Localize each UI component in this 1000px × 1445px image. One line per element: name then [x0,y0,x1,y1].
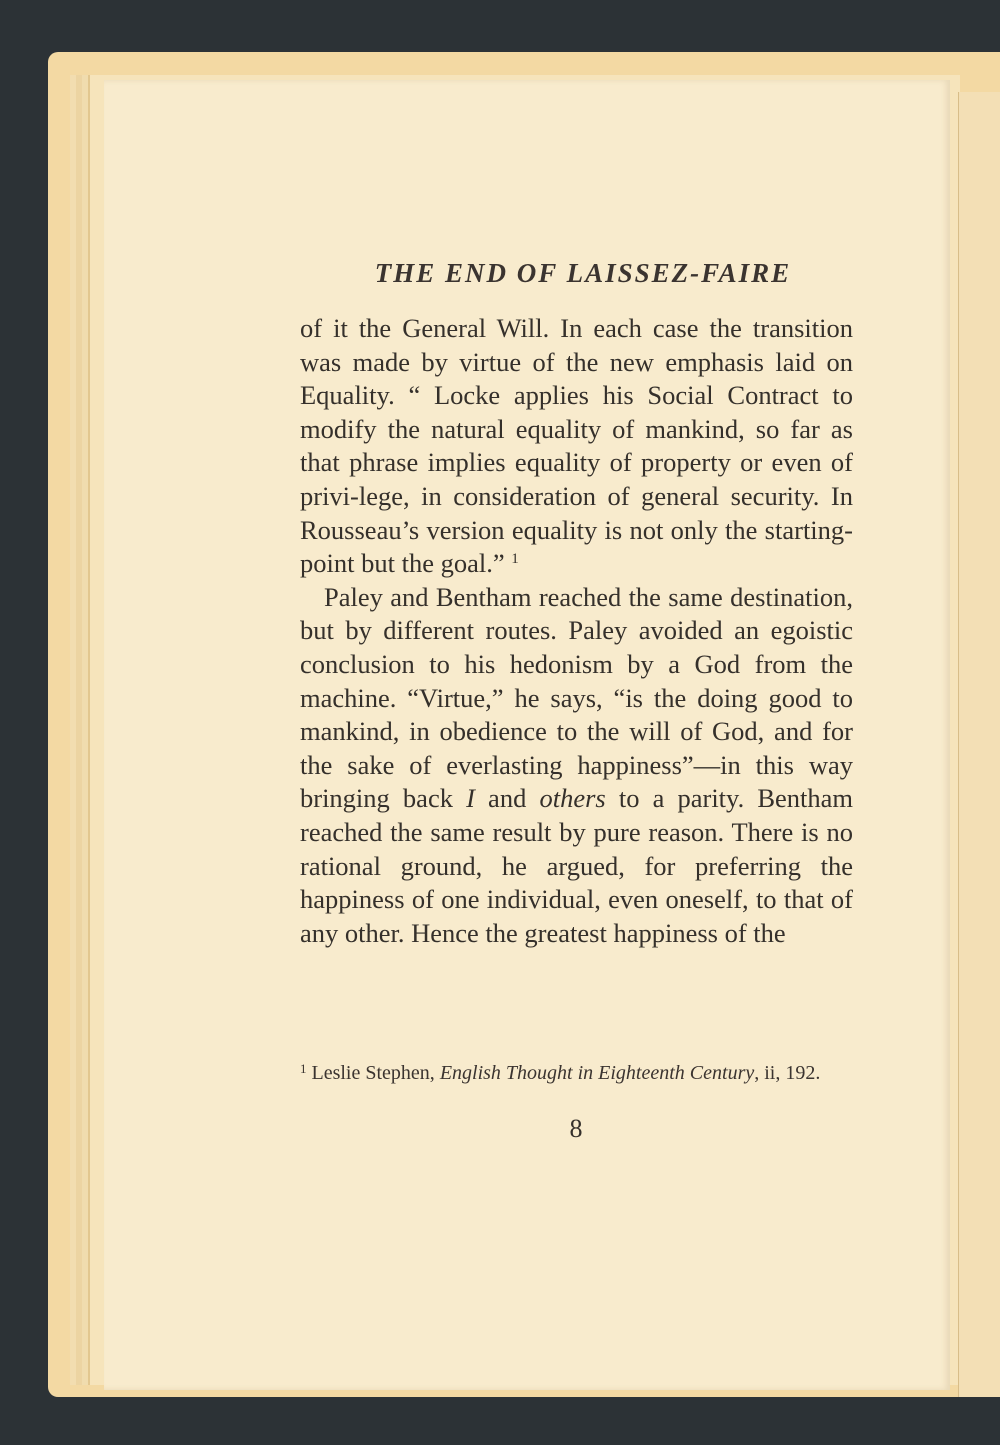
footnote-rest: , ii, 192. [754,1062,821,1084]
footnote-marker: 1 [511,551,519,568]
paragraph-1 [300,312,853,581]
italic-others: others [539,783,606,814]
paragraph-2 [300,581,853,951]
footnote-author: Leslie Stephen, [311,1062,435,1084]
paragraph-2-text-c: to a parity. Bentham reached the same result by pure reason. There is no rational ground, he argued, for preferring the happiness of one individual, even oneself, to that of any other. Hence the greatest happiness of the [300,783,853,948]
paragraph-2-text-a: Paley and Bentham reached the same destination, but by different routes. Paley avoided an egoistic conclusion to his hedonism by a God from the machine. “Virtue,” he says, “is the doing good to mankind, in obedience to the will of God, and for the sake of everlasting happiness”—in this way bringing back [300,581,853,814]
paragraph-1-text: of it the General Will. In each case the transition was made by virtue of the new emphasis laid on Equality. “ Locke applies his Social Contract to modify the natural equality of mankind, so far as that phrase implies equality of property or even of privi-lege, in consideration of general security. In Rousseau’s version equality is not only the starting-point but the goal.” [300,313,853,579]
footnote-number: 1 [300,1061,307,1076]
footnote-title: English Thought in Eighteenth Century [439,1062,755,1084]
footnote [300,1060,840,1086]
facing-page-edge [958,92,1000,1397]
paragraph-2-text-b: and [474,783,540,814]
page-number: 8 [569,1114,583,1143]
body-text [300,312,853,950]
running-head: THE END OF LAISSEZ-FAIRE [374,258,792,288]
italic-i: I [466,783,475,814]
